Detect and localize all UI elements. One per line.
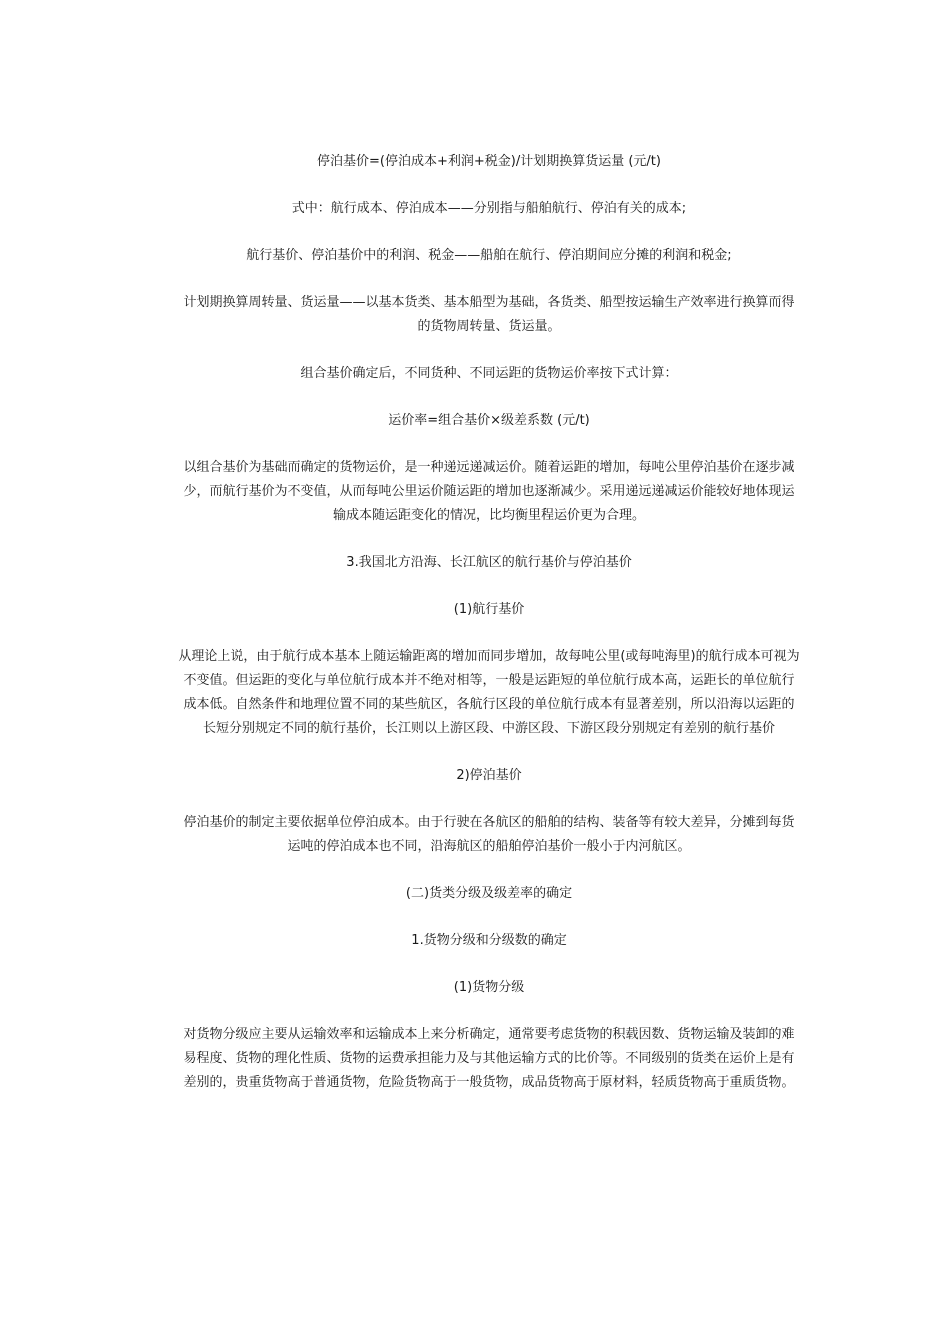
formula-berthing-base-price: 停泊基价=(停泊成本+利润+税金)/计划期换算货运量 (元/t) xyxy=(317,154,661,169)
paragraph-cargo-grading: 对货物分级应主要从运输效率和运输成本上来分析确定，通常要考虑货物的积载因数、货物运输及装卸的难易程度、货物的理化性质、货物的运费承担能力及与其他运输方式的比价等。不同级别的货类在运价上是有差别的，贵重货物高于普通货物，危险货物高于一般货物，成品货物高于原材料，轻质货物高于重质货物。 xyxy=(183,1027,795,1090)
heading-cargo-grading-sub: (1)货物分级 xyxy=(453,980,525,995)
document-body xyxy=(178,150,800,1118)
heading-sailing-base-price: (1)航行基价 xyxy=(453,602,525,617)
definition-costs: 式中：航行成本、停泊成本——分别指与船舶航行、停泊有关的成本; xyxy=(291,201,687,216)
heading-cargo-grading: 1.货物分级和分级数的确定 xyxy=(411,933,567,948)
heading-berthing-base-price: 2)停泊基价 xyxy=(456,768,522,783)
paragraph-berthing-base-price: 停泊基价的制定主要依据单位停泊成本。由于行驶在各航区的船舶的结构、装备等有较大差异，分摊到每货运吨的停泊成本也不同，沿海航区的船舶停泊基价一般小于内河航区。 xyxy=(183,815,795,854)
formula-freight-rate: 运价率=组合基价×级差系数 (元/t) xyxy=(388,413,590,428)
heading-cargo-classification: (二)货类分级及级差率的确定 xyxy=(405,886,573,901)
heading-section-3: 3.我国北方沿海、长江航区的航行基价与停泊基价 xyxy=(346,555,632,570)
definition-profit-tax: 航行基价、停泊基价中的利润、税金——船舶在航行、停泊期间应分摊的利润和税金; xyxy=(246,248,732,263)
paragraph-sailing-base-price: 从理论上说，由于航行成本基本上随运输距离的增加而同步增加，故每吨公里(或每吨海里)的航行成本可视为不变值。但运距的变化与单位航行成本并不绝对相等，一般是运距短的单位航行成本高，运距长的单位航行成本低。自然条件和地理位置不同的某些航区，各航行区段的单位航行成本有显著差别，所以沿海以运距的长短分别规定不同的航行基价，长江则以上游区段、中游区段、下游区段分别规定有差别的航行基价 xyxy=(178,649,800,736)
definition-converted-volume: 计划期换算周转量、货运量——以基本货类、基本船型为基础，各货类、船型按运输生产效率进行换算而得的货物周转量、货运量。 xyxy=(183,295,795,334)
rate-intro: 组合基价确定后，不同货种、不同运距的货物运价率按下式计算： xyxy=(300,366,678,381)
paragraph-tapering-rate: 以组合基价为基础而确定的货物运价，是一种递远递减运价。随着运距的增加，每吨公里停泊基价在逐步减少，而航行基价为不变值，从而每吨公里运价随运距的增加也逐渐减少。采用递远递减运价能较好地体现运输成本随运距变化的情况，比均衡里程运价更为合理。 xyxy=(183,460,795,523)
